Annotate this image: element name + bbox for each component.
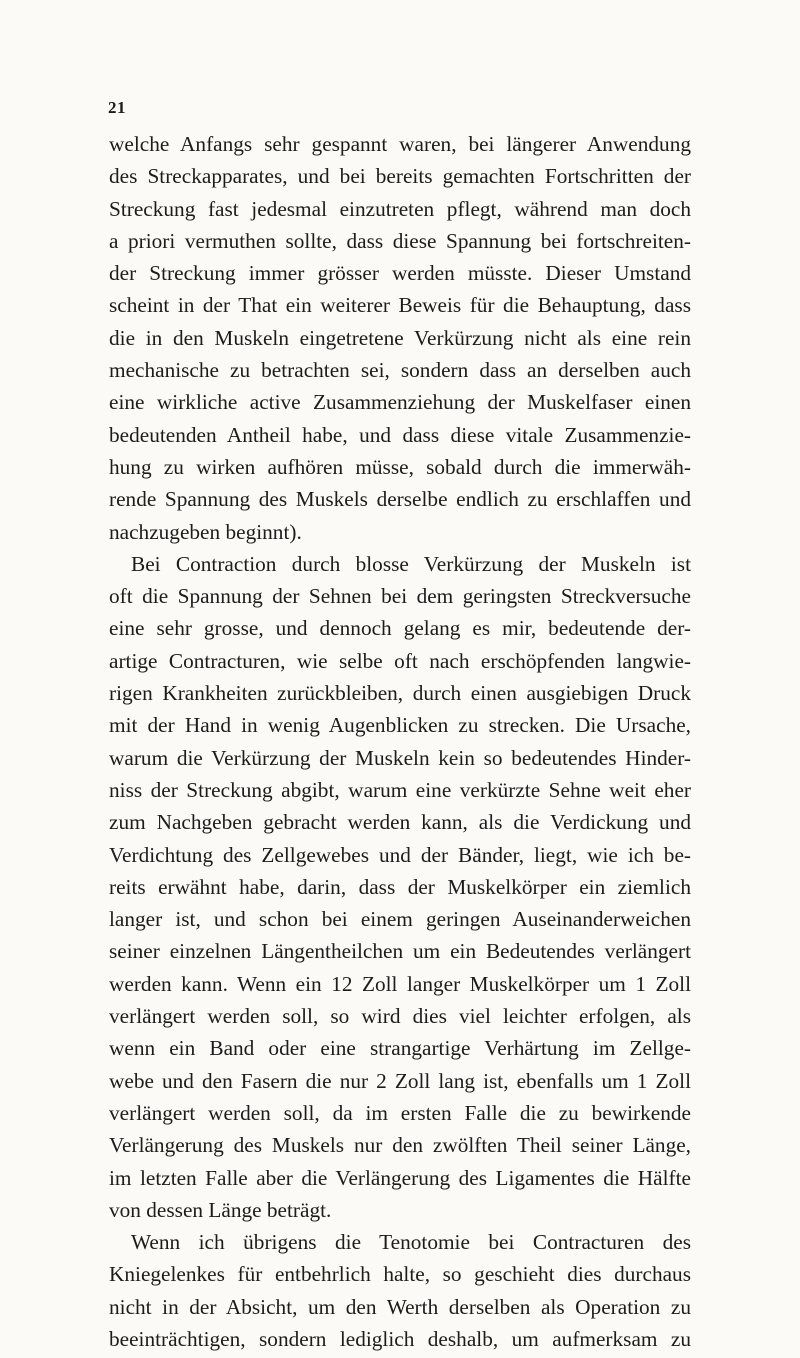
text-line: des Streckapparates, und bei bereits gemachten Fortschritten der bbox=[109, 164, 691, 189]
text-line: der Streckung immer grösser werden müsste. Dieser Umstand bbox=[109, 261, 691, 286]
text-line: verlängert werden soll, so wird dies viel leichter erfolgen, als bbox=[109, 1004, 691, 1029]
text-line: seiner einzelnen Längentheilchen um ein Bedeutendes verlängert bbox=[109, 939, 691, 964]
text-line: hung zu wirken aufhören müsse, sobald durch die immerwäh- bbox=[109, 454, 691, 479]
text-line: Bei Contraction durch blosse Verkürzung der Muskeln ist bbox=[131, 551, 691, 576]
text-line: Kniegelenkes für entbehrlich halte, so geschieht dies durchaus bbox=[109, 1262, 691, 1287]
text-line: die in den Muskeln eingetretene Verkürzung nicht als eine rein bbox=[109, 325, 691, 350]
text-line: bedeutenden Antheil habe, und dass diese vitale Zusammenzie- bbox=[109, 422, 691, 447]
page-number: 21 bbox=[108, 98, 126, 117]
text-line: mit der Hand in wenig Augenblicken zu strecken. Die Ursache, bbox=[109, 713, 691, 738]
text-line: rende Spannung des Muskels derselbe endlich zu erschlaffen und bbox=[109, 487, 691, 512]
text-line: Verlängerung des Muskels nur den zwölften Theil seiner Länge, bbox=[109, 1133, 691, 1158]
text-line: reits erwähnt habe, darin, dass der Muskelkörper ein ziemlich bbox=[109, 874, 691, 899]
text-line: nicht in der Absicht, um den Werth derselben als Operation zu bbox=[109, 1294, 691, 1319]
text-line: warum die Verkürzung der Muskeln kein so bedeutendes Hinder- bbox=[109, 745, 691, 770]
text-line: eine sehr grosse, und dennoch gelang es mir, bedeutende der- bbox=[109, 616, 691, 641]
text-line: eine wirkliche active Zusammenziehung der Muskelfaser einen bbox=[109, 390, 691, 415]
text-line: zum Nachgeben gebracht werden kann, als die Verdickung und bbox=[109, 810, 691, 835]
text-line: welche Anfangs sehr gespannt waren, bei längerer Anwendung bbox=[109, 132, 691, 156]
text-line: werden kann. Wenn ein 12 Zoll langer Muskelkörper um 1 Zoll bbox=[109, 971, 691, 996]
text-line: webe und den Fasern die nur 2 Zoll lang ist, ebenfalls um 1 Zoll bbox=[109, 1068, 691, 1093]
text-line: niss der Streckung abgibt, warum eine verkürzte Sehne weit eher bbox=[109, 777, 691, 802]
text-line: oft die Spannung der Sehnen bei dem geringsten Streckversuche bbox=[109, 584, 691, 609]
body-text bbox=[109, 128, 691, 1355]
text-line: langer ist, und schon bei einem geringen Auseinanderweichen bbox=[109, 907, 691, 932]
text-line: verlängert werden soll, da im ersten Falle die zu bewirkende bbox=[109, 1100, 691, 1125]
text-line: artige Contracturen, wie selbe oft nach erschöpfenden langwie- bbox=[109, 648, 691, 673]
text-line: Streckung fast jedesmal einzutreten pflegt, während man doch bbox=[109, 196, 691, 221]
text-line: rigen Krankheiten zurückbleiben, durch einen ausgiebigen Druck bbox=[109, 681, 691, 706]
text-line: Wenn ich übrigens die Tenotomie bei Contracturen des bbox=[131, 1230, 691, 1255]
text-line: scheint in der That ein weiterer Beweis für die Behauptung, dass bbox=[109, 293, 691, 318]
text-line: a priori vermuthen sollte, dass diese Spannung bei fortschreiten- bbox=[109, 228, 691, 253]
text-line: wenn ein Band oder eine strangartige Verhärtung im Zellge- bbox=[109, 1036, 691, 1061]
text-line: beeinträchtigen, sondern lediglich deshalb, um aufmerksam zu bbox=[109, 1326, 691, 1351]
text-line: im letzten Falle aber die Verlängerung des Ligamentes die Hälfte bbox=[109, 1165, 691, 1190]
text-line: Verdichtung des Zellgewebes und der Bänder, liegt, wie ich be- bbox=[109, 842, 691, 867]
text-line: nachzugeben beginnt). bbox=[109, 519, 302, 544]
text-line: mechanische zu betrachten sei, sondern dass an derselben auch bbox=[109, 358, 691, 383]
text-line: von dessen Länge beträgt. bbox=[109, 1197, 332, 1222]
